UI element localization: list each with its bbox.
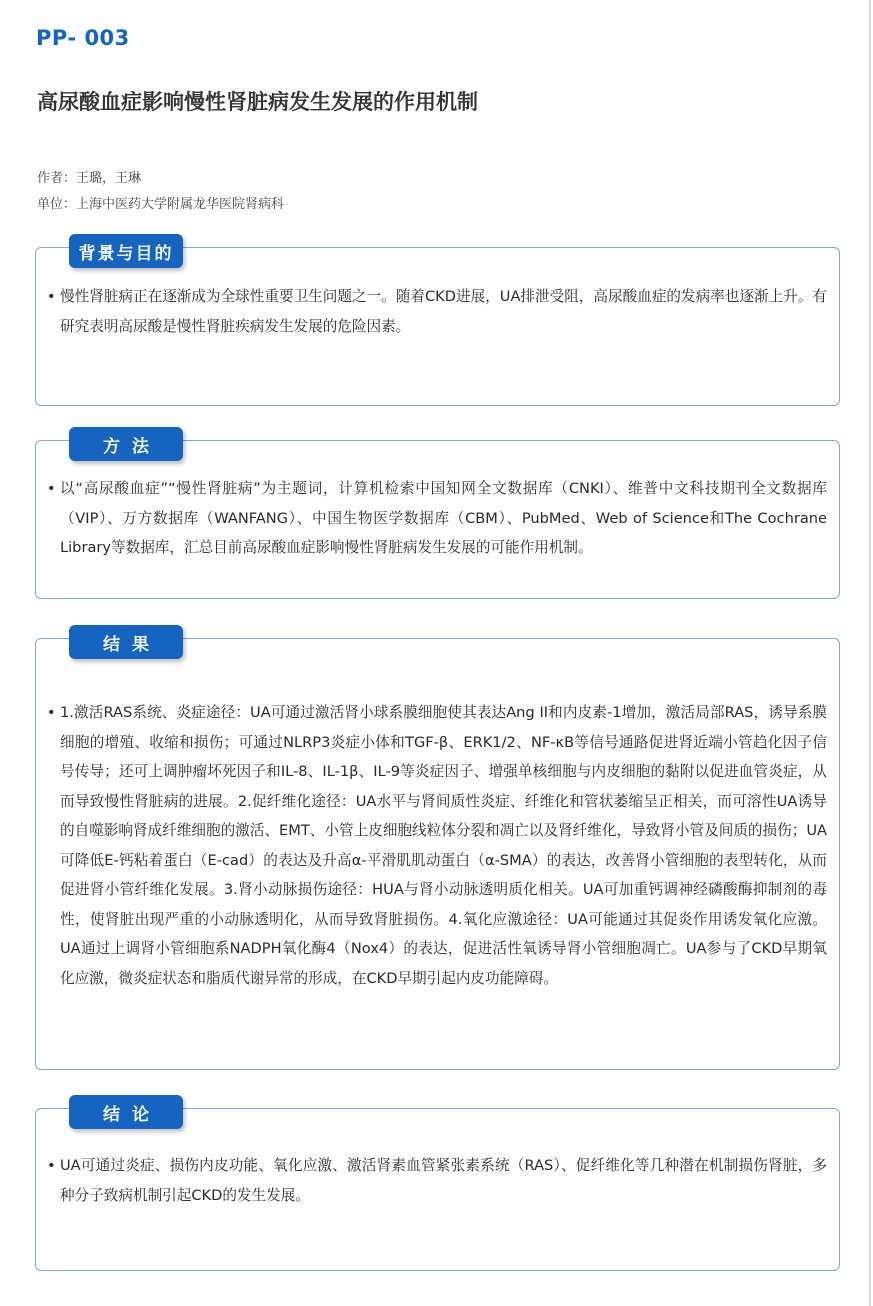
section-content-background bbox=[47, 282, 827, 341]
poster-code: PP- 003 bbox=[36, 26, 130, 50]
authors: 作者：王璐，王琳 bbox=[37, 171, 142, 186]
section-label-results: 结果 bbox=[69, 625, 183, 659]
section-label-background: 背景与目的 bbox=[69, 234, 183, 268]
affiliation: 单位：上海中医药大学附属龙华医院肾病科 bbox=[37, 197, 285, 212]
section-methods bbox=[35, 436, 840, 599]
bullet: • bbox=[47, 480, 56, 497]
section-results bbox=[35, 634, 840, 1070]
section-content-methods bbox=[47, 474, 827, 563]
section-text-conclusion: UA可通过炎症、损伤内皮功能、氧化应激、激活肾素血管紧张素系统（RAS）、促纤维化等几种潜在机制损伤肾脏，多种分子致病机制引起CKD的发生发展。 bbox=[60, 1157, 827, 1204]
section-text-methods: 以“高尿酸血症”“慢性肾脏病”为主题词，计算机检索中国知网全文数据库（CNKI）、维普中文科技期刊全文数据库（VIP）、万方数据库（WANFANG）、中国生物医学数据库（CBM）、PubMed、Web of Science和The Cochrane Library等数据库，汇总目前高尿酸血症影响慢性肾脏病发生发展的可能作用机制。 bbox=[60, 480, 827, 556]
section-label-conclusion: 结论 bbox=[69, 1095, 183, 1129]
section-label-methods: 方法 bbox=[69, 427, 183, 461]
section-text-results: 1.激活RAS系统、炎症途径：UA可通过激活肾小球系膜细胞使其表达Ang II和内皮素-1增加，激活局部RAS，诱导系膜细胞的增殖、收缩和损伤；可通过NLRP3炎症小体和TGF-β、ERK1/2、NF-κB等信号通路促进肾近端小管趋化因子信号传导；还可上调肿瘤坏死因子和IL-8、IL-1β、IL-9等炎症因子、增强单核细胞与内皮细胞的黏附以促进血管炎症，从而导致慢性肾脏病的进展。2.促纤维化途径：UA水平与肾间质性炎症、纤维化和管状萎缩呈正相关，而可溶性UA诱导的自噬影响肾成纤维细胞的激活、EMT、小管上皮细胞线粒体分裂和凋亡以及肾纤维化，导致肾小管及间质的损伤；UA可降低E-钙粘着蛋白（E-cad）的表达及升高α-平滑肌肌动蛋白（α-SMA）的表达，改善肾小管细胞的表型转化，从而促进肾小管纤维化发展。3.肾小动脉损伤途径：HUA与肾小动脉透明质化相关。UA可加重钙调神经磷酸酶抑制剂的毒性，使肾脏出现严重的小动脉透明化，从而导致肾脏损伤。4.氧化应激途径：UA可能通过其促炎作用诱发氧化应激。UA通过上调肾小管细胞系NADPH氧化酶4（Nox4）的表达，促进活性氧诱导肾小管细胞凋亡。UA参与了CKD早期氧化应激，微炎症状态和脂质代谢异常的形成，在CKD早期引起内皮功能障碍。 bbox=[60, 704, 827, 987]
poster-title: 高尿酸血症影响慢性肾脏病发生发展的作用机制 bbox=[37, 90, 478, 114]
section-background bbox=[35, 243, 840, 406]
bullet: • bbox=[47, 1157, 56, 1174]
section-text-background: 慢性肾脏病正在逐渐成为全球性重要卫生问题之一。随着CKD进展，UA排泄受阻，高尿酸血症的发病率也逐渐上升。有研究表明高尿酸是慢性肾脏疾病发生发展的危险因素。 bbox=[60, 288, 827, 335]
bullet: • bbox=[47, 288, 56, 305]
section-content-results bbox=[47, 698, 827, 993]
section-conclusion bbox=[35, 1104, 840, 1271]
section-content-conclusion bbox=[47, 1151, 827, 1210]
bullet: • bbox=[47, 704, 56, 721]
